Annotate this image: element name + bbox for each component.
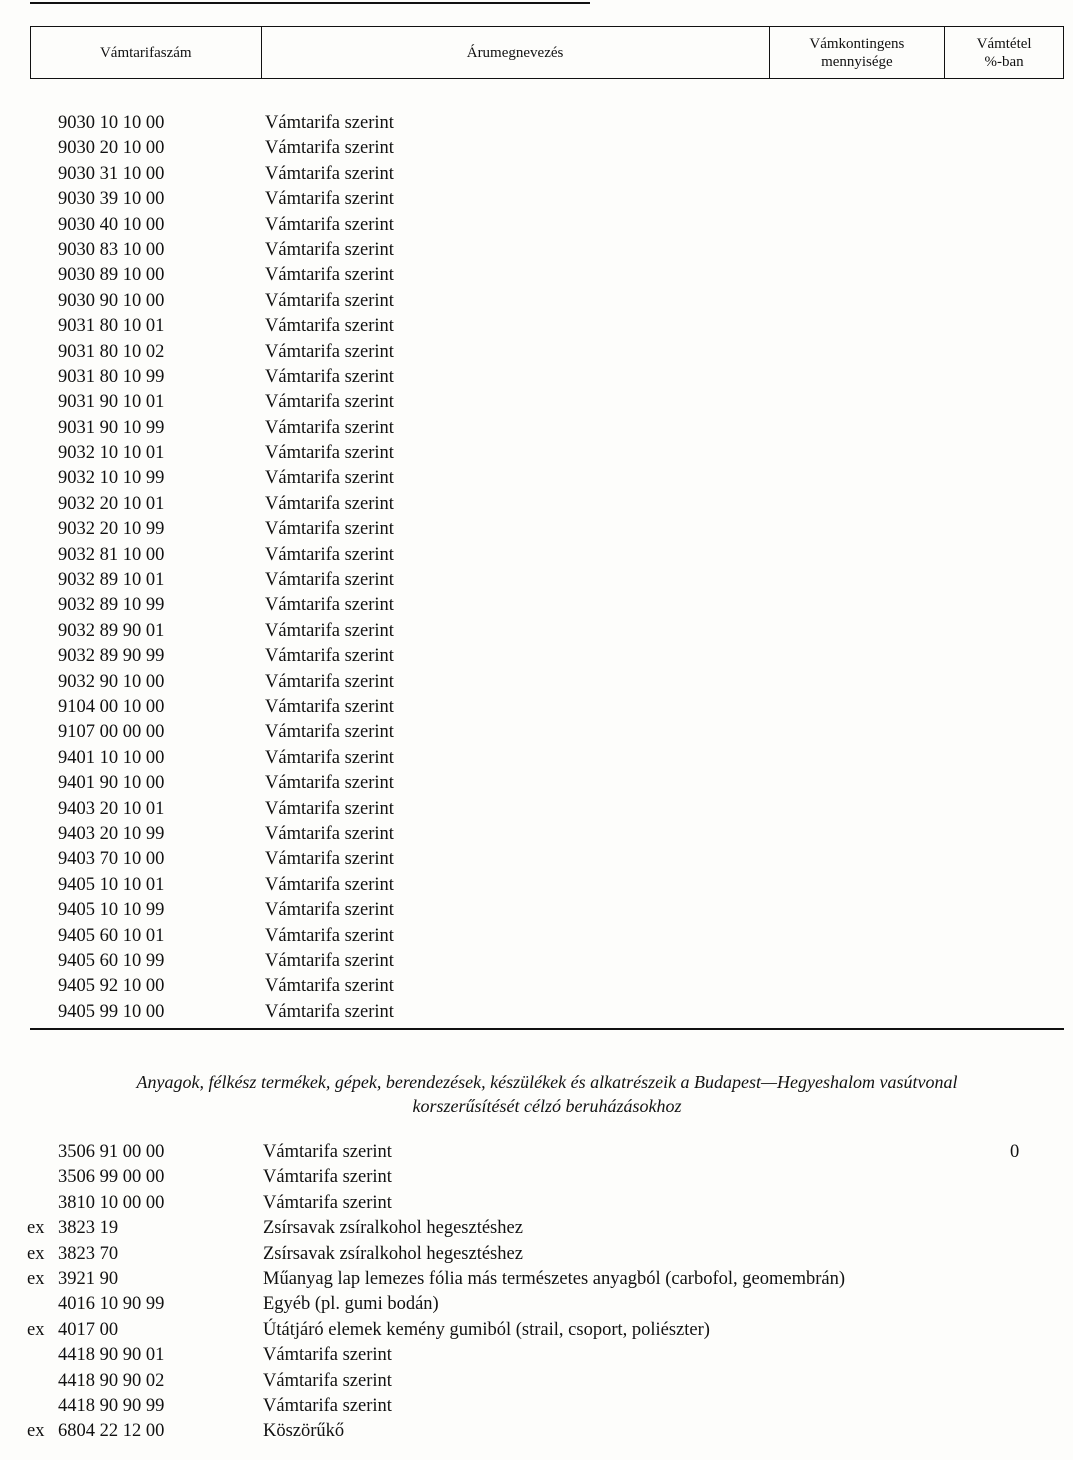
tariff-code: 9405 92 10 00 <box>58 976 165 997</box>
tariff-list-1 <box>0 111 1073 1025</box>
table-row <box>0 1242 1073 1267</box>
header-product-name-label: Árumegnevezés <box>466 44 564 61</box>
tariff-code: 9403 20 10 01 <box>58 798 165 819</box>
tariff-code: 3823 19 <box>58 1218 119 1239</box>
table-row <box>0 340 1073 365</box>
table-row <box>0 847 1073 872</box>
table-row <box>0 746 1073 771</box>
product-description: Vámtarifa szerint <box>265 138 394 159</box>
tariff-code: 9030 90 10 00 <box>58 290 165 311</box>
table-row <box>0 390 1073 415</box>
tariff-code: 9032 89 90 01 <box>58 620 165 641</box>
tariff-code: 3506 91 00 00 <box>58 1142 165 1162</box>
table-row <box>0 568 1073 593</box>
tariff-code: 9403 20 10 99 <box>58 823 165 844</box>
tariff-code: 3823 70 <box>58 1243 119 1264</box>
tariff-code: 4418 90 90 02 <box>58 1370 165 1391</box>
product-description: Vámtarifa szerint <box>265 214 394 235</box>
header-product-name <box>262 27 770 78</box>
product-description: Vámtarifa szerint <box>265 290 394 311</box>
product-description: Vámtarifa szerint <box>265 544 394 565</box>
product-description: Vámtarifa szerint <box>265 1001 394 1022</box>
tariff-code: 3506 99 00 00 <box>58 1167 165 1188</box>
tariff-code: 9030 31 10 00 <box>58 163 165 184</box>
tariff-code: 9030 89 10 00 <box>58 265 165 286</box>
tariff-code: 9032 10 10 01 <box>58 443 165 464</box>
header-quota-line1: Vámkontingens <box>809 35 905 52</box>
product-description: Vámtarifa szerint <box>265 823 394 844</box>
tariff-code: 3810 10 00 00 <box>58 1192 165 1213</box>
tariff-code: 9032 10 10 99 <box>58 468 165 489</box>
header-duty-rate <box>945 27 1063 78</box>
product-description: Vámtarifa szerint <box>265 493 394 514</box>
product-description: Vámtarifa szerint <box>265 239 394 260</box>
product-description: Vámtarifa szerint <box>265 570 394 591</box>
product-description: Vámtarifa szerint <box>265 849 394 870</box>
tariff-code: 9032 89 10 99 <box>58 595 165 616</box>
tariff-code: 9031 80 10 01 <box>58 316 165 337</box>
table-row <box>0 314 1073 339</box>
table-row <box>0 1216 1073 1241</box>
table-row <box>0 593 1073 618</box>
tariff-code: 9030 83 10 00 <box>58 239 165 260</box>
header-rate-line1: Vámtétel <box>976 35 1032 52</box>
product-description: Vámtarifa szerint <box>265 696 394 717</box>
tariff-code: 9031 80 10 02 <box>58 341 165 362</box>
table-row <box>0 466 1073 491</box>
table-row <box>0 1419 1073 1444</box>
table-row <box>0 1267 1073 1292</box>
tariff-code: 9030 10 10 00 <box>58 113 165 133</box>
product-description: Vámtarifa szerint <box>265 163 394 184</box>
table-row <box>0 441 1073 466</box>
product-description: Egyéb (pl. gumi bodán) <box>263 1294 439 1315</box>
tariff-code: 9031 90 10 01 <box>58 392 165 413</box>
section-divider <box>30 1028 1064 1030</box>
product-description: Műanyag lap lemezes fólia más természetes anyagból (carbofol, geomembrán) <box>263 1268 846 1289</box>
table-row <box>0 492 1073 517</box>
product-description: Zsírsavak zsíralkohol hegesztéshez <box>263 1218 523 1239</box>
product-description: Vámtarifa szerint <box>265 671 394 692</box>
table-row <box>0 822 1073 847</box>
tariff-code: 4016 10 90 99 <box>58 1294 165 1315</box>
product-description: Vámtarifa szerint <box>265 443 394 464</box>
tariff-code: 9107 00 00 00 <box>58 722 165 743</box>
table-row <box>0 1165 1073 1190</box>
table-row <box>0 238 1073 263</box>
product-description: Vámtarifa szerint <box>265 468 394 489</box>
table-row <box>0 1000 1073 1025</box>
tariff-code: 9405 10 10 99 <box>58 900 165 921</box>
tariff-code: 9032 20 10 99 <box>58 519 165 540</box>
table-row <box>0 289 1073 314</box>
tariff-code: 9031 90 10 99 <box>58 417 165 438</box>
tariff-code: 4418 90 90 01 <box>58 1345 165 1366</box>
tariff-code: 9104 00 10 00 <box>58 696 165 717</box>
product-description: Vámtarifa szerint <box>263 1167 392 1188</box>
header-quota-quantity <box>770 27 946 78</box>
table-row <box>0 162 1073 187</box>
table-row <box>0 695 1073 720</box>
product-description: Vámtarifa szerint <box>265 113 394 133</box>
tariff-list-2 <box>0 1140 1073 1445</box>
table-header <box>30 26 1064 79</box>
table-row <box>0 1394 1073 1419</box>
product-description: Vámtarifa szerint <box>265 519 394 540</box>
table-row <box>0 1292 1073 1317</box>
tariff-code: 9405 99 10 00 <box>58 1001 165 1022</box>
section-title-line1: Anyagok, félkész termékek, gépek, berendezések, készülékek és alkatrészeik a Budapest—Hegyeshalom vasútvonal <box>136 1072 958 1092</box>
product-description: Vámtarifa szerint <box>265 747 394 768</box>
ex-prefix: ex <box>27 1218 45 1239</box>
table-row <box>0 771 1073 796</box>
product-description: Vámtarifa szerint <box>265 189 394 210</box>
table-row <box>0 1140 1073 1165</box>
ex-prefix: ex <box>27 1243 45 1264</box>
product-description: Vámtarifa szerint <box>263 1192 392 1213</box>
product-description: Vámtarifa szerint <box>265 366 394 387</box>
header-rate-line2: %-ban <box>984 53 1024 70</box>
table-row <box>0 1318 1073 1343</box>
product-description: Vámtarifa szerint <box>265 722 394 743</box>
tariff-code: 9032 90 10 00 <box>58 671 165 692</box>
section-title-line2: korszerűsítését célzó beruházásokhoz <box>412 1096 682 1116</box>
product-description: Vámtarifa szerint <box>265 925 394 946</box>
product-description: Zsírsavak zsíralkohol hegesztéshez <box>263 1243 523 1264</box>
table-row <box>0 644 1073 669</box>
product-description: Vámtarifa szerint <box>263 1370 392 1391</box>
top-rule <box>30 2 590 4</box>
product-description: Köszörűkő <box>263 1421 345 1442</box>
tariff-code: 9401 10 10 00 <box>58 747 165 768</box>
product-description: Vámtarifa szerint <box>265 900 394 921</box>
product-description: Vámtarifa szerint <box>263 1345 392 1366</box>
header-tariff-number <box>31 27 262 78</box>
tariff-code: 6804 22 12 00 <box>58 1421 165 1442</box>
tariff-code: 9401 90 10 00 <box>58 773 165 794</box>
table-row <box>0 873 1073 898</box>
tariff-code: 9405 60 10 01 <box>58 925 165 946</box>
product-description: Vámtarifa szerint <box>265 620 394 641</box>
table-row <box>0 187 1073 212</box>
product-description: Vámtarifa szerint <box>263 1395 392 1416</box>
product-description: Vámtarifa szerint <box>265 392 394 413</box>
tariff-code: 4017 00 <box>58 1319 119 1340</box>
table-row <box>0 720 1073 745</box>
table-row <box>0 619 1073 644</box>
product-description: Vámtarifa szerint <box>265 265 394 286</box>
table-row <box>0 111 1073 136</box>
product-description: Vámtarifa szerint <box>265 595 394 616</box>
tariff-code: 9032 81 10 00 <box>58 544 165 565</box>
product-description: Vámtarifa szerint <box>265 341 394 362</box>
tariff-code: 9405 10 10 01 <box>58 874 165 895</box>
product-description: Vámtarifa szerint <box>265 646 394 667</box>
table-row <box>0 797 1073 822</box>
table-row <box>0 670 1073 695</box>
table-row <box>0 213 1073 238</box>
product-description: Útátjáró elemek kemény gumiból (strail, csoport, poliészter) <box>263 1319 710 1340</box>
product-description: Vámtarifa szerint <box>265 316 394 337</box>
product-description: Vámtarifa szerint <box>265 976 394 997</box>
table-row <box>0 365 1073 390</box>
tariff-code: 4418 90 90 99 <box>58 1395 165 1416</box>
tariff-code: 9032 89 10 01 <box>58 570 165 591</box>
header-tariff-number-label: Vámtarifaszám <box>99 44 192 61</box>
table-row <box>0 974 1073 999</box>
table-row <box>0 263 1073 288</box>
table-row <box>0 517 1073 542</box>
duty-rate: 0 <box>1010 1142 1020 1162</box>
product-description: Vámtarifa szerint <box>265 773 394 794</box>
tariff-code: 9032 89 90 99 <box>58 646 165 667</box>
table-row <box>0 1343 1073 1368</box>
ex-prefix: ex <box>27 1268 45 1289</box>
table-row <box>0 543 1073 568</box>
tariff-code: 9030 20 10 00 <box>58 138 165 159</box>
tariff-code: 9031 80 10 99 <box>58 366 165 387</box>
table-row <box>0 898 1073 923</box>
table-row <box>0 1369 1073 1394</box>
tariff-code: 9403 70 10 00 <box>58 849 165 870</box>
product-description: Vámtarifa szerint <box>263 1142 392 1162</box>
tariff-code: 9030 40 10 00 <box>58 214 165 235</box>
header-quota-line2: mennyisége <box>821 53 893 70</box>
ex-prefix: ex <box>27 1421 45 1442</box>
tariff-code: 9032 20 10 01 <box>58 493 165 514</box>
product-description: Vámtarifa szerint <box>265 417 394 438</box>
product-description: Vámtarifa szerint <box>265 874 394 895</box>
tariff-code: 9405 60 10 99 <box>58 950 165 971</box>
product-description: Vámtarifa szerint <box>265 950 394 971</box>
tariff-code: 3921 90 <box>58 1268 119 1289</box>
table-row <box>0 924 1073 949</box>
tariff-code: 9030 39 10 00 <box>58 189 165 210</box>
product-description: Vámtarifa szerint <box>265 798 394 819</box>
table-row <box>0 136 1073 161</box>
table-row <box>0 949 1073 974</box>
table-row <box>0 1191 1073 1216</box>
ex-prefix: ex <box>27 1319 45 1340</box>
section-title <box>30 1070 1064 1118</box>
table-row <box>0 416 1073 441</box>
